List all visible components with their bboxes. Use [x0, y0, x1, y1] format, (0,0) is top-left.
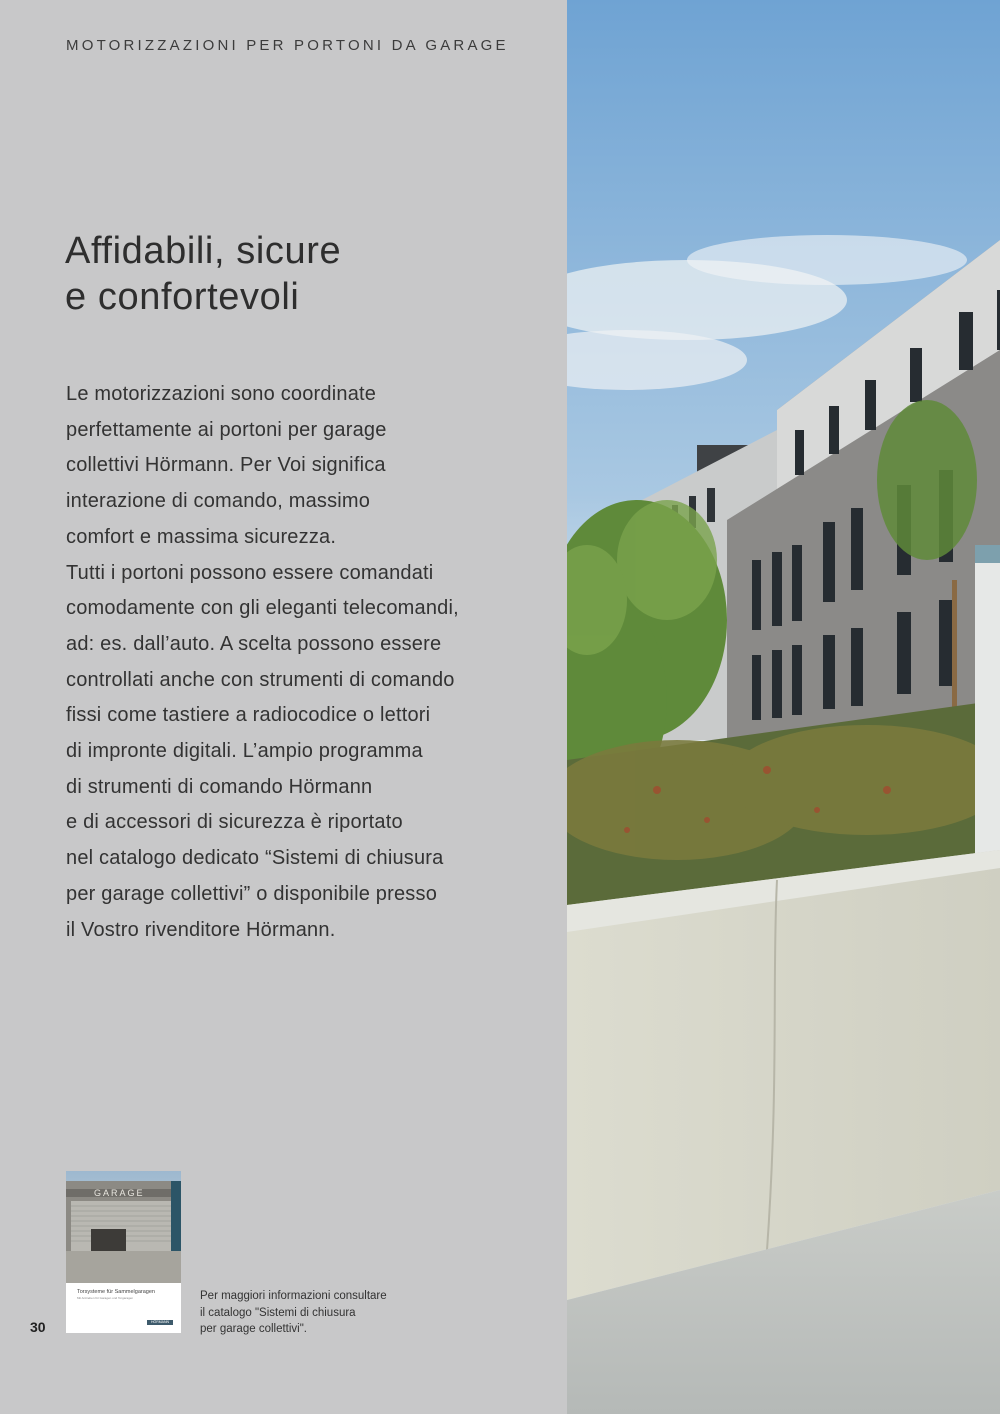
- body-line: ad: es. dall’auto. A scelta possono essere: [66, 632, 442, 655]
- body-line: per garage collettivi” o disponibile presso: [66, 882, 438, 905]
- catalog-cover-title: Torsysteme für Sammelgaragen: [77, 1289, 155, 1295]
- building-photo: [567, 0, 1000, 1414]
- catalog-cover-image: [66, 1171, 181, 1283]
- hormann-logo: HÖRMANN: [147, 1320, 173, 1325]
- body-paragraph: [66, 377, 536, 948]
- residential-building-image: [567, 0, 1000, 1414]
- title-line-2: e confortevoli: [65, 276, 300, 318]
- catalog-thumbnail: [66, 1171, 181, 1333]
- catalog-caption: [200, 1288, 387, 1338]
- page-number: 30: [30, 1319, 46, 1335]
- body-line: e di accessori di sicurezza è riportato: [66, 811, 403, 834]
- body-line: il Vostro rivenditore Hörmann.: [66, 918, 336, 941]
- body-line: di impronte digitali. L’ampio programma: [66, 740, 423, 763]
- caption-line: il catalogo "Sistemi di chiusura: [200, 1306, 356, 1319]
- body-line: interazione di comando, massimo: [66, 490, 371, 513]
- cover-sign: GARAGE: [94, 1188, 145, 1198]
- body-line: perfettamente ai portoni per garage: [66, 418, 387, 441]
- body-line: Tutti i portoni possono essere comandati: [66, 561, 434, 584]
- body-line: fissi come tastiere a radiocodice o lettori: [66, 704, 431, 727]
- body-line: nel catalogo dedicato “Sistemi di chiusura: [66, 847, 444, 870]
- body-line: collettivi Hörmann. Per Voi significa: [66, 454, 386, 477]
- catalog-cover-subtitle: Mit Antrieben für Garagen und Torgaragen: [77, 1296, 134, 1300]
- caption-line: per garage collettivi".: [200, 1323, 307, 1335]
- page-title: [65, 228, 341, 320]
- body-line: Le motorizzazioni sono coordinate: [66, 383, 377, 405]
- caption-line: Per maggiori informazioni consultare: [200, 1290, 387, 1302]
- body-line: controllati anche con strumenti di comando: [66, 668, 455, 691]
- section-header: MOTORIZZAZIONI PER PORTONI DA GARAGE: [66, 37, 509, 54]
- body-line: di strumenti di comando Hörmann: [66, 775, 373, 798]
- body-line: comodamente con gli eleganti telecomandi,: [66, 597, 459, 620]
- title-line-1: Affidabili, sicure: [65, 230, 342, 272]
- body-line: comfort e massima sicurezza.: [66, 525, 337, 548]
